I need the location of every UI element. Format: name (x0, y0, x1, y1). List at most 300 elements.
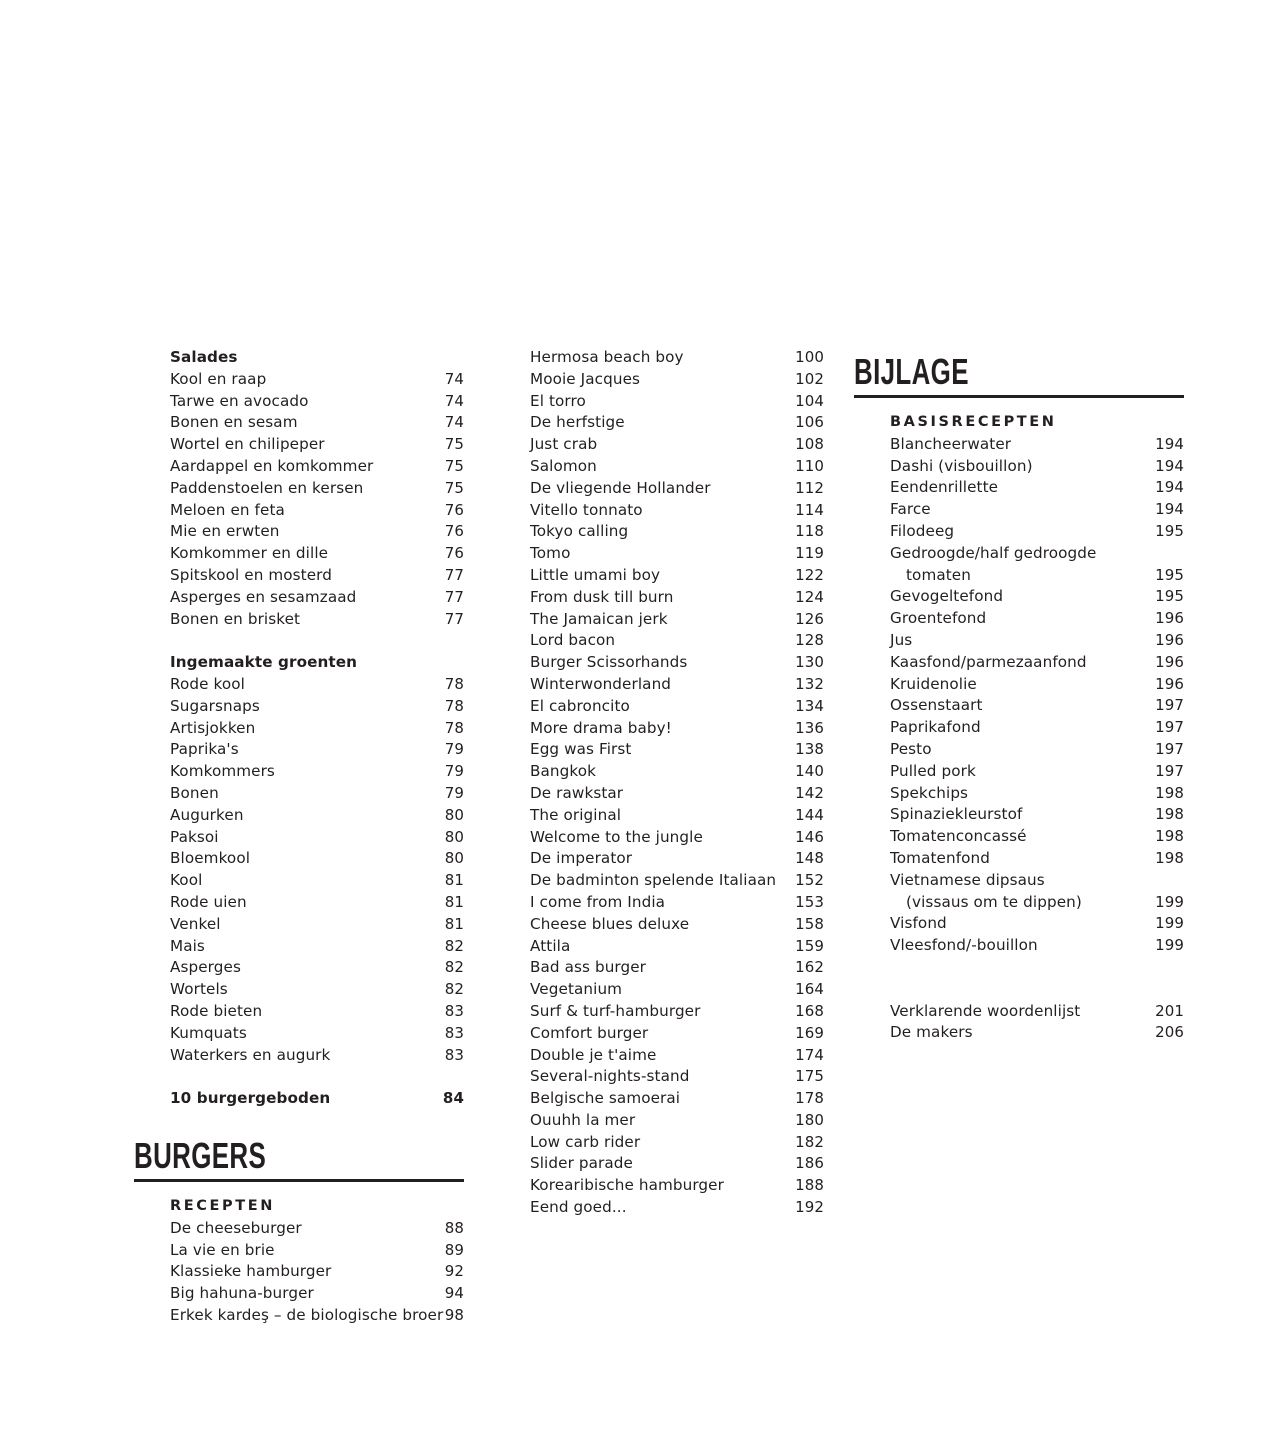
entry-page: 146 (795, 827, 824, 846)
entry-label: Ossenstaart (890, 696, 983, 715)
toc-entry[interactable] (890, 826, 1184, 848)
toc-entry[interactable] (890, 586, 1184, 608)
entry-label: Rode bieten (170, 1001, 263, 1020)
toc-entry[interactable] (170, 674, 464, 696)
entry-label: Kool (170, 871, 203, 890)
toc-entry[interactable] (890, 848, 1184, 870)
entry-page: 198 (1155, 783, 1184, 802)
toc-entry[interactable] (170, 957, 464, 979)
entry-page: 100 (795, 348, 824, 366)
entry-label: Tokyo calling (530, 522, 629, 541)
entry-label: Welcome to the jungle (530, 827, 703, 846)
toc-entry[interactable] (530, 1153, 824, 1175)
entry-label: Meloen en feta (170, 500, 285, 519)
toc-entry[interactable] (530, 1045, 824, 1067)
entry-label: Spekchips (890, 783, 969, 802)
toc-entry[interactable] (530, 456, 824, 478)
entry-page: 164 (795, 980, 824, 999)
section-title-burgers: BURGERS (134, 1135, 267, 1176)
entry-label: Burger Scissorhands (530, 653, 688, 672)
entry-page: 79 (444, 783, 464, 802)
entry-page: 76 (444, 500, 464, 519)
entry-page: 182 (795, 1132, 824, 1151)
entry-label: Salomon (530, 456, 597, 475)
toc-entry[interactable] (530, 500, 824, 522)
entry-page: 81 (444, 892, 464, 911)
toc-column-3 (890, 412, 1184, 1044)
section-title-bijlage: BIJLAGE (854, 351, 969, 392)
entry-label: Pesto (890, 739, 932, 758)
entry-page: 82 (444, 980, 464, 999)
toc-entry[interactable] (170, 456, 464, 478)
toc-entry[interactable] (170, 1023, 464, 1045)
toc-entry[interactable] (890, 739, 1184, 761)
entry-label: Belgische samoerai (530, 1089, 681, 1108)
entry-page: 195 (1155, 521, 1184, 540)
entry-page: 153 (795, 892, 824, 911)
toc-entry[interactable] (170, 500, 464, 522)
col3-extra-list (890, 1001, 1184, 1045)
entry-label: Tomatenconcassé (890, 827, 1027, 846)
toc-entry[interactable] (890, 456, 1184, 478)
toc-entry[interactable] (530, 1110, 824, 1132)
entry-page: 168 (795, 1001, 824, 1020)
toc-entry[interactable] (170, 761, 464, 783)
entry-label: Just crab (530, 435, 598, 454)
toc-entry[interactable] (170, 914, 464, 936)
entry-page: 74 (444, 369, 464, 388)
entry-page: 195 (1155, 565, 1184, 584)
entry-page: 82 (444, 936, 464, 955)
entry-page: 174 (795, 1045, 824, 1064)
toc-entry[interactable] (530, 979, 824, 1001)
entry-label: Rode uien (170, 892, 247, 911)
entry-page: 75 (444, 435, 464, 454)
entry-label: Little umami boy (530, 565, 661, 584)
toc-entry[interactable] (530, 827, 824, 849)
entry-label: Bonen (170, 783, 219, 802)
toc-entry[interactable] (170, 369, 464, 391)
section-rule-burgers (134, 1179, 464, 1182)
toc-entry[interactable] (530, 674, 824, 696)
toc-entry[interactable] (890, 521, 1184, 543)
subheading-recepten (170, 1196, 464, 1218)
entry-label: Tomatenfond (890, 848, 991, 867)
toc-entry[interactable] (890, 434, 1184, 456)
entry-page: 201 (1155, 1001, 1184, 1020)
entry-page: 89 (444, 1240, 464, 1259)
entry-label: The Jamaican jerk (530, 609, 668, 628)
entry-page: 188 (795, 1176, 824, 1195)
entry-page: 74 (444, 413, 464, 432)
entry-page: 106 (795, 413, 824, 432)
entry-label: Paprikafond (890, 718, 981, 737)
toc-entry[interactable] (530, 347, 824, 369)
entry-label: Eendenrillette (890, 478, 999, 497)
toc-entry[interactable] (170, 1045, 464, 1067)
entry-label: Kaasfond/parmezaanfond (890, 652, 1087, 671)
toc-entry[interactable] (530, 521, 824, 543)
entry-page: 98 (444, 1305, 464, 1324)
entry-page: 75 (444, 456, 464, 475)
entry-page: 79 (444, 740, 464, 759)
toc-entry[interactable] (530, 696, 824, 718)
entry-page: 194 (1155, 434, 1184, 453)
toc-entry[interactable] (890, 783, 1184, 805)
entry-page: 144 (795, 805, 824, 824)
entry-label: Vegetanium (530, 980, 623, 999)
entry-label: Erkek kardeş – de biologische broer (170, 1305, 444, 1324)
entry-label: Sugarsnaps (170, 696, 260, 715)
entry-label: De rawkstar (530, 783, 624, 802)
toc-entry[interactable] (530, 609, 824, 631)
entry-page: 130 (795, 653, 824, 672)
toc-entry[interactable] (170, 565, 464, 587)
entry-page: 76 (444, 522, 464, 541)
entry-label: Rode kool (170, 674, 245, 693)
entry-page: 78 (444, 674, 464, 693)
entry-label: Winterwonderland (530, 674, 672, 693)
entry-page: 128 (795, 631, 824, 650)
entry-page: 197 (1155, 696, 1184, 715)
entry-label: Tomo (530, 544, 571, 563)
toc-entry[interactable] (530, 1088, 824, 1110)
col2-list (530, 347, 824, 1219)
entry-label: Klassieke hamburger (170, 1262, 332, 1281)
subheading-label: BASISRECEPTEN (890, 414, 1057, 430)
entry-page: 194 (1155, 456, 1184, 475)
entry-label: Asperges en sesamzaad (170, 587, 357, 606)
entry-label: El cabroncito (530, 696, 630, 715)
entry-page: 142 (795, 783, 824, 802)
toc-entry[interactable] (530, 1197, 824, 1219)
entry-page: 75 (444, 478, 464, 497)
entry-page: 159 (795, 936, 824, 955)
entry-label: De cheeseburger (170, 1218, 302, 1237)
entry-page: 152 (795, 871, 824, 890)
entry-page: 140 (795, 762, 824, 781)
entry-page: 124 (795, 587, 824, 606)
toc-entry[interactable] (530, 565, 824, 587)
entry-label: Kruidenolie (890, 674, 977, 693)
entry-label: Hermosa beach boy (530, 348, 684, 366)
toc-entry[interactable] (530, 587, 824, 609)
entry-page: 88 (444, 1218, 464, 1237)
entry-label: Pulled pork (890, 761, 976, 780)
toc-entry[interactable] (530, 718, 824, 740)
toc-entry[interactable] (890, 543, 1184, 565)
burgers-recepten (170, 1196, 464, 1327)
col3-list (890, 434, 1184, 957)
entry-page: 114 (795, 500, 824, 519)
entry-label: Paprika's (170, 740, 239, 759)
toc-entry[interactable] (170, 827, 464, 849)
toc-entry[interactable] (170, 521, 464, 543)
toc-entry[interactable] (170, 1001, 464, 1023)
entry-page: 197 (1155, 739, 1184, 758)
entry-page: 194 (1155, 478, 1184, 497)
entry-label: Filodeeg (890, 521, 955, 540)
entry-label: Low carb rider (530, 1132, 641, 1151)
entry-page: 194 (1155, 500, 1184, 519)
toc-entry[interactable] (530, 805, 824, 827)
toc-entry[interactable] (170, 739, 464, 761)
toc-entry[interactable] (170, 1218, 464, 1240)
entry-label: Bonen en sesam (170, 413, 298, 432)
entry-page: 169 (795, 1023, 824, 1042)
toc-entry[interactable] (170, 478, 464, 500)
toc-entry[interactable] (170, 391, 464, 413)
toc-entry[interactable] (530, 870, 824, 892)
entry-page: 175 (795, 1067, 824, 1086)
entry-label: Mie en erwten (170, 522, 280, 541)
entry-page: 162 (795, 958, 824, 977)
entry-page: 198 (1155, 805, 1184, 824)
toc-entry[interactable] (170, 1261, 464, 1283)
entry-label: More drama baby! (530, 718, 672, 737)
entry-label: Bad ass burger (530, 958, 647, 977)
entry-page: 199 (1155, 936, 1184, 955)
entry-label: De imperator (530, 849, 633, 868)
entry-label: Cheese blues deluxe (530, 914, 690, 933)
entry-page: 112 (795, 478, 824, 497)
spacer (170, 1066, 464, 1088)
toc-entry[interactable] (530, 434, 824, 456)
toc-entry[interactable] (530, 761, 824, 783)
toc-entry[interactable] (170, 543, 464, 565)
entry-label: (vissaus om te dippen) (906, 892, 1082, 911)
toc-entry[interactable] (170, 783, 464, 805)
entry-label: Vitello tonnato (530, 500, 643, 519)
entry-page: 74 (444, 391, 464, 410)
entry-page: 178 (795, 1089, 824, 1108)
entry-label: Verklarende woordenlijst (890, 1001, 1081, 1020)
subheading-basisrecepten (890, 412, 1184, 434)
entry-label: Dashi (visbouillon) (890, 456, 1033, 475)
entry-page: 196 (1155, 609, 1184, 628)
entry-label: Komkommer en dille (170, 544, 329, 563)
heading-label: Salades (170, 348, 238, 366)
entry-label: Asperges (170, 958, 241, 977)
toc-entry[interactable] (530, 914, 824, 936)
entry-label: Bonen en brisket (170, 609, 301, 628)
toc-entry[interactable] (170, 718, 464, 740)
entry-label: Komkommers (170, 762, 275, 781)
entry-page: 198 (1155, 848, 1184, 867)
entry-page: 180 (795, 1110, 824, 1129)
toc-entry[interactable] (530, 391, 824, 413)
toc-entry[interactable] (890, 652, 1184, 674)
section-heading-ingemaakt (170, 652, 464, 674)
entry-page: 84 (442, 1089, 464, 1108)
entry-label: Tarwe en avocado (170, 391, 309, 410)
toc-entry[interactable] (170, 1283, 464, 1305)
toc-entry[interactable] (890, 935, 1184, 957)
entry-page: 76 (444, 544, 464, 563)
entry-label: De makers (890, 1023, 973, 1042)
entry-label: Lord bacon (530, 631, 616, 650)
entry-page: 78 (444, 696, 464, 715)
toc-entry[interactable] (890, 477, 1184, 499)
entry-label: Vleesfond/-bouillon (890, 936, 1038, 955)
entry-page: 126 (795, 609, 824, 628)
spacer (890, 957, 1184, 1001)
toc-entry[interactable] (170, 1240, 464, 1262)
toc-entry[interactable] (530, 1023, 824, 1045)
toc-column-2 (530, 347, 824, 1219)
toc-entry[interactable] (530, 412, 824, 434)
toc-entry[interactable] (530, 783, 824, 805)
entry-page: 148 (795, 849, 824, 868)
toc-entry[interactable] (170, 848, 464, 870)
toc-entry[interactable] (890, 717, 1184, 739)
entry-page: 80 (444, 827, 464, 846)
toc-entry[interactable] (890, 870, 1184, 892)
toc-entry[interactable] (530, 652, 824, 674)
toc-entry[interactable] (530, 1001, 824, 1023)
toc-entry[interactable] (530, 892, 824, 914)
toc-entry[interactable] (890, 674, 1184, 696)
toc-column-1 (170, 347, 464, 1110)
toc-entry[interactable] (890, 804, 1184, 826)
ingemaakt-list (170, 674, 464, 1066)
entry-page: 132 (795, 674, 824, 693)
entry-label: De herfstige (530, 413, 625, 432)
entry-page: 80 (444, 805, 464, 824)
entry-page: 122 (795, 565, 824, 584)
toc-entry[interactable] (530, 957, 824, 979)
entry-label: Wortel en chilipeper (170, 435, 325, 454)
toc-entry[interactable] (170, 870, 464, 892)
entry-label: Kumquats (170, 1023, 247, 1042)
entry-page: 118 (795, 522, 824, 541)
entry-label: Jus (890, 630, 913, 649)
entry-label: Visfond (890, 914, 947, 933)
entry-label: tomaten (906, 565, 971, 584)
toc-entry[interactable] (170, 434, 464, 456)
entry-label: Paddenstoelen en kersen (170, 478, 364, 497)
entry-page: 158 (795, 914, 824, 933)
toc-entry[interactable] (530, 1175, 824, 1197)
burgers-list (170, 1218, 464, 1327)
entry-page: 77 (444, 587, 464, 606)
entry-label: De badminton spelende Italiaan (530, 871, 777, 890)
entry-label: Venkel (170, 914, 221, 933)
toc-entry[interactable] (530, 478, 824, 500)
entry-label: Korearibische hamburger (530, 1176, 724, 1195)
spacer (170, 630, 464, 652)
toc-entry-burgergeboden[interactable] (170, 1088, 464, 1110)
toc-entry[interactable] (890, 913, 1184, 935)
heading-label: Ingemaakte groenten (170, 653, 358, 672)
salades-list (170, 369, 464, 631)
toc-entry[interactable] (890, 630, 1184, 652)
entry-label: Spitskool en mosterd (170, 565, 332, 584)
entry-label: From dusk till burn (530, 587, 674, 606)
toc-entry[interactable] (170, 587, 464, 609)
subheading-label: RECEPTEN (170, 1198, 275, 1214)
entry-label: Mooie Jacques (530, 369, 641, 388)
entry-label: Mais (170, 936, 205, 955)
entry-label: Kool en raap (170, 369, 267, 388)
entry-page: 81 (444, 871, 464, 890)
entry-label: Gevogeltefond (890, 587, 1004, 606)
entry-label: Surf & turf-hamburger (530, 1001, 701, 1020)
toc-entry[interactable] (890, 761, 1184, 783)
entry-label: I come from India (530, 892, 666, 911)
toc-entry[interactable] (890, 608, 1184, 630)
toc-entry[interactable] (530, 369, 824, 391)
toc-entry[interactable] (890, 695, 1184, 717)
entry-label: Augurken (170, 805, 244, 824)
toc-entry[interactable] (170, 609, 464, 631)
entry-label: Gedroogde/half gedroogde (890, 543, 1097, 562)
toc-entry[interactable] (890, 565, 1184, 587)
entry-label: The original (530, 805, 622, 824)
entry-label: Eend goed... (530, 1198, 627, 1217)
toc-entry[interactable] (530, 543, 824, 565)
entry-page: 136 (795, 718, 824, 737)
toc-entry[interactable] (890, 499, 1184, 521)
entry-label: Comfort burger (530, 1023, 649, 1042)
entry-page: 82 (444, 958, 464, 977)
entry-page: 196 (1155, 674, 1184, 693)
toc-entry[interactable] (170, 805, 464, 827)
entry-page: 81 (444, 914, 464, 933)
entry-page: 186 (795, 1154, 824, 1173)
toc-entry[interactable] (530, 1066, 824, 1088)
entry-page: 102 (795, 369, 824, 388)
entry-label: 10 burgergeboden (170, 1089, 331, 1108)
entry-page: 195 (1155, 587, 1184, 606)
toc-entry[interactable] (890, 892, 1184, 914)
entry-label: Ouuhh la mer (530, 1110, 636, 1129)
entry-page: 83 (444, 1001, 464, 1020)
entry-label: Artisjokken (170, 718, 256, 737)
entry-label: Several-nights-stand (530, 1067, 690, 1086)
entry-label: Aardappel en komkommer (170, 456, 374, 475)
entry-page: 119 (795, 544, 824, 563)
entry-page: 138 (795, 740, 824, 759)
section-heading-salades (170, 347, 464, 369)
entry-page: 79 (444, 762, 464, 781)
entry-label: Attila (530, 936, 571, 955)
toc-entry[interactable] (890, 1022, 1184, 1044)
toc-entry[interactable] (890, 1001, 1184, 1023)
toc-entry[interactable] (170, 412, 464, 434)
entry-page: 199 (1155, 892, 1184, 911)
entry-page: 78 (444, 718, 464, 737)
toc-entry[interactable] (530, 848, 824, 870)
toc-entry[interactable] (170, 979, 464, 1001)
toc-entry[interactable] (170, 892, 464, 914)
entry-page: 104 (795, 391, 824, 410)
toc-entry[interactable] (530, 936, 824, 958)
toc-entry[interactable] (530, 630, 824, 652)
entry-label: Double je t'aime (530, 1045, 657, 1064)
entry-page: 77 (444, 565, 464, 584)
toc-entry[interactable] (530, 1132, 824, 1154)
entry-label: Egg was First (530, 740, 632, 759)
entry-page: 192 (795, 1198, 824, 1217)
toc-entry[interactable] (170, 1305, 464, 1327)
toc-entry[interactable] (170, 936, 464, 958)
toc-entry[interactable] (170, 696, 464, 718)
entry-page: 83 (444, 1023, 464, 1042)
toc-entry[interactable] (530, 739, 824, 761)
entry-label: Groentefond (890, 609, 987, 628)
entry-label: De vliegende Hollander (530, 478, 711, 497)
